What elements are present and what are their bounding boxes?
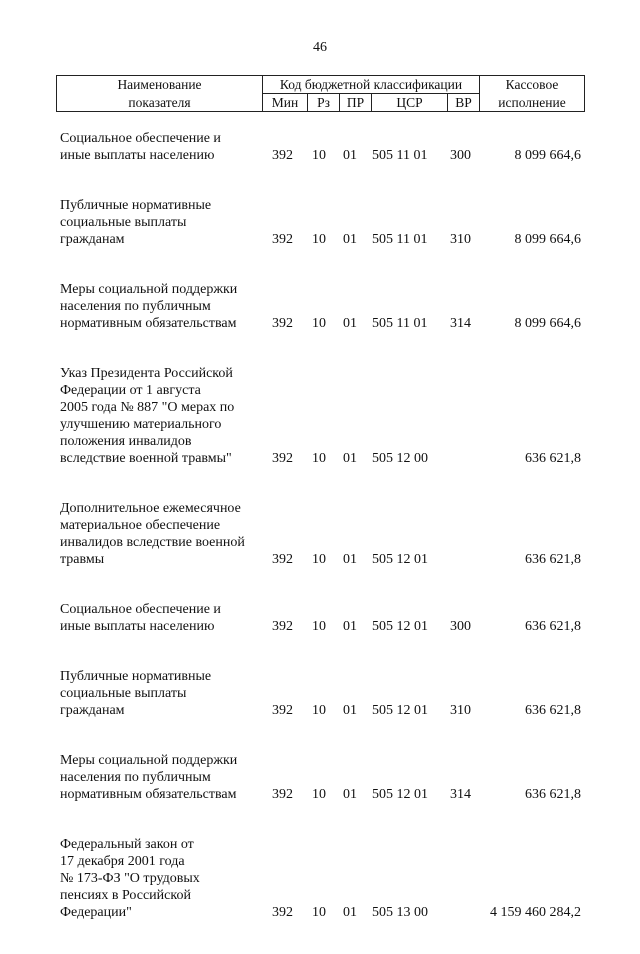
row-min: 392 [272,905,293,920]
row-amount: 636 621,8 [525,451,581,466]
table-row [60,601,590,635]
table-row [60,836,590,921]
row-codes [60,618,585,635]
table-row [60,752,590,803]
header-col-rz: Рз [308,94,340,112]
row-name-line: Меры социальной поддержки [60,753,238,768]
row-csr: 505 11 01 [372,316,428,331]
row-name-line: гражданам [60,703,125,718]
row-csr: 505 11 01 [372,148,428,163]
row-csr: 505 12 01 [372,552,428,567]
table-row [60,281,590,332]
row-name-line: положения инвалидов [60,434,192,449]
row-rz: 10 [312,316,326,331]
row-name-line: социальные выплаты [60,215,187,230]
row-vr: 314 [450,787,471,802]
row-amount: 636 621,8 [525,552,581,567]
row-rz: 10 [312,148,326,163]
row-csr: 505 12 01 [372,703,428,718]
row-name-line: травмы [60,552,105,567]
row-csr: 505 12 01 [372,619,428,634]
table-row [60,197,590,248]
row-csr: 505 11 01 [372,232,428,247]
row-name-line: иные выплаты населению [60,148,215,163]
row-min: 392 [272,316,293,331]
header-code-group: Код бюджетной классификации [263,76,480,94]
row-name-line: Публичные нормативные [60,669,212,684]
row-name-line: иные выплаты населению [60,619,215,634]
table-header [56,75,585,112]
row-pr: 01 [343,148,357,163]
row-vr: 310 [450,232,471,247]
row-min: 392 [272,148,293,163]
row-vr: 300 [450,148,471,163]
row-name-line: Федерации" [60,905,132,920]
row-amount: 8 099 664,6 [514,232,581,247]
row-min: 392 [272,552,293,567]
row-pr: 01 [343,232,357,247]
row-name-line: Социальное обеспечение и [60,131,221,146]
row-rz: 10 [312,787,326,802]
header-amount-line2: исполнение [480,94,585,112]
row-pr: 01 [343,703,357,718]
row-name-line: населения по публичным [60,770,211,785]
row-min: 392 [272,619,293,634]
table-body [60,130,590,954]
row-name-line: нормативным обязательствам [60,787,237,802]
row-name-line: Федеральный закон от [60,837,194,852]
row-amount: 4 159 460 284,2 [490,905,581,920]
row-rz: 10 [312,703,326,718]
row-csr: 505 12 00 [372,451,428,466]
row-pr: 01 [343,905,357,920]
row-csr: 505 13 00 [372,905,428,920]
row-amount: 636 621,8 [525,619,581,634]
row-pr: 01 [343,451,357,466]
row-min: 392 [272,703,293,718]
row-codes [60,450,585,467]
row-name-line: материальное обеспечение [60,518,221,533]
row-name-line: нормативным обязательствам [60,316,237,331]
row-rz: 10 [312,905,326,920]
header-col-csr: ЦСР [372,94,448,112]
page-number: 46 [313,40,327,55]
row-name-line: № 173-ФЗ "О трудовых [60,871,200,886]
row-min: 392 [272,232,293,247]
row-rz: 10 [312,552,326,567]
row-name-line: Меры социальной поддержки [60,282,238,297]
row-name-line: 17 декабря 2001 года [60,854,185,869]
row-name-line: Публичные нормативные [60,198,212,213]
row-name-line: социальные выплаты [60,686,187,701]
table-row [60,130,590,164]
row-rz: 10 [312,451,326,466]
row-amount: 8 099 664,6 [514,316,581,331]
row-rz: 10 [312,232,326,247]
row-codes [60,231,585,248]
table-row [60,668,590,719]
row-name-line: вследствие военной травмы" [60,451,232,466]
row-codes [60,904,585,921]
row-name-line: пенсиях в Российской [60,888,191,903]
row-name-line: Дополнительное ежемесячное [60,501,241,516]
row-codes [60,315,585,332]
row-vr: 314 [450,316,471,331]
header-col-pr: ПР [340,94,372,112]
row-name-line: улучшению материального [60,417,222,432]
row-pr: 01 [343,552,357,567]
table-row [60,500,590,568]
row-codes [60,551,585,568]
row-name-line: 2005 года № 887 "О мерах по [60,400,235,415]
row-codes [60,702,585,719]
row-amount: 636 621,8 [525,703,581,718]
row-pr: 01 [343,619,357,634]
row-name-line: гражданам [60,232,125,247]
header-col-min: Мин [263,94,308,112]
header-name-line2: показателя [57,94,263,112]
header-col-vr: ВР [448,94,480,112]
row-codes [60,786,585,803]
row-pr: 01 [343,316,357,331]
row-vr: 310 [450,703,471,718]
table-row [60,365,590,467]
row-min: 392 [272,787,293,802]
row-rz: 10 [312,619,326,634]
row-name-line: населения по публичным [60,299,211,314]
row-name-line: инвалидов вследствие военной [60,535,245,550]
row-vr: 300 [450,619,471,634]
row-pr: 01 [343,787,357,802]
row-name-line: Социальное обеспечение и [60,602,221,617]
row-amount: 636 621,8 [525,787,581,802]
row-csr: 505 12 01 [372,787,428,802]
header-name-line1: Наименование [57,76,263,94]
header-amount-line1: Кассовое [480,76,585,94]
row-name-line: Указ Президента Российской [60,366,233,381]
row-name-line: Федерации от 1 августа [60,383,201,398]
row-codes [60,147,585,164]
row-amount: 8 099 664,6 [514,148,581,163]
row-min: 392 [272,451,293,466]
